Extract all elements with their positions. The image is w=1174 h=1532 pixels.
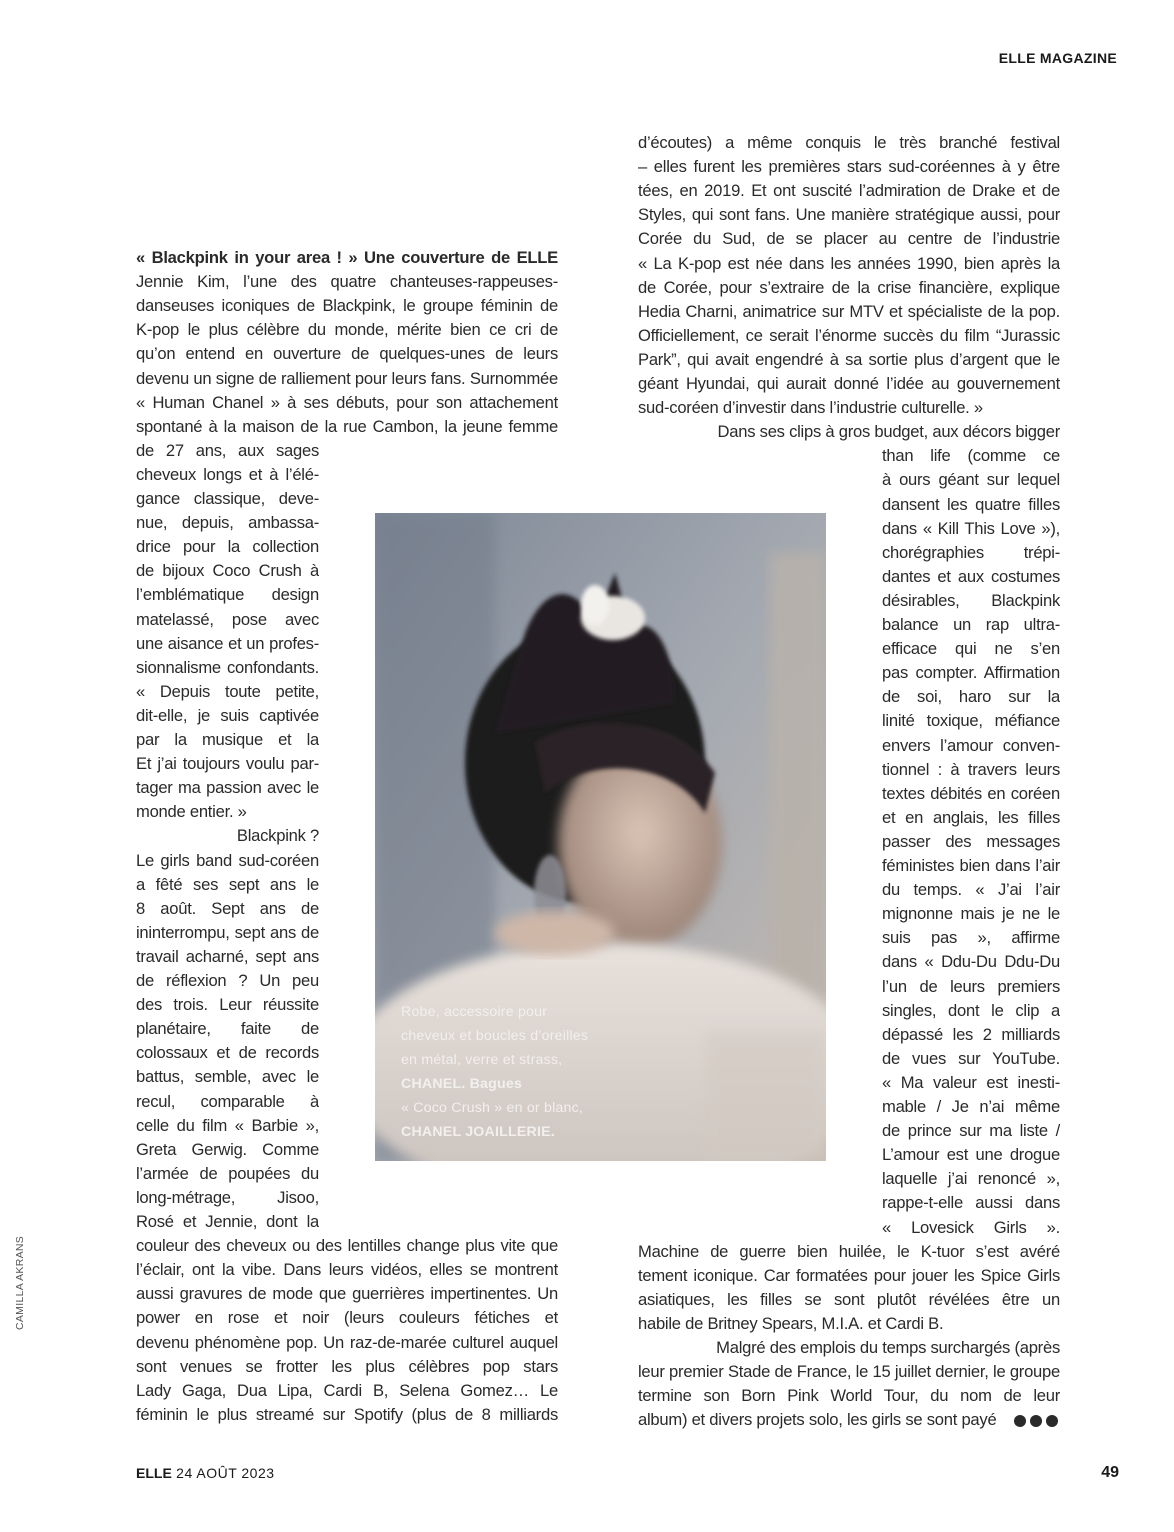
text-line: devenu phénomène pop. Un raz-de-marée culturel auquel — [136, 1332, 558, 1352]
text-line: dit-elle, je suis captivée — [136, 705, 319, 725]
text-line: gance classique, deve- — [136, 489, 319, 508]
text-line: couleur des cheveux ou des lentilles change plus vite que — [136, 1236, 558, 1256]
text-line: qu’on entend en ouverture de quelques-unes de leurs — [136, 344, 558, 364]
text-line: désirables, Blackpink — [882, 590, 1060, 610]
text-line: singles, dont le clip a — [882, 1000, 1060, 1020]
text-line: par la musique et la — [136, 730, 319, 749]
text-line: power en rose et noir (leurs couleurs fétiches et — [136, 1308, 558, 1328]
text-line: recul, comparable à — [136, 1091, 319, 1111]
text-line: nue, depuis, ambassa- — [136, 513, 319, 533]
text-line: sud-coréen d’investir dans l’industrie culturelle. » — [638, 398, 983, 418]
text-line: aussi gravures de mode que guerrières impertinentes. Un — [136, 1284, 558, 1304]
text-line: habile de Britney Spears, M.I.A. et Cardi B. — [638, 1313, 944, 1333]
text-line: Le girls band sud-coréen — [136, 850, 319, 870]
text-line: Corée du Sud, de se placer au centre de l’industrie — [638, 229, 1060, 249]
text-line: « Human Chanel » à ses débuts, pour son attachement — [136, 392, 558, 412]
text-line: leur premier Stade de France, le 15 juillet dernier, le groupe — [638, 1362, 1060, 1382]
text-line: laquelle j’ai renoncé », — [882, 1169, 1060, 1189]
text-line: suis pas », affirme — [882, 928, 1060, 948]
caption-line: en métal, verre et strass, — [401, 1052, 563, 1068]
text-line: mignonne mais je ne le — [882, 904, 1060, 924]
text-line: tionnel : à travers leurs — [882, 759, 1060, 779]
text-line: Rosé et Jennie, dont la — [136, 1212, 319, 1231]
text-line: dantes et aux costumes — [882, 566, 1060, 586]
text-line: l’emblématique design — [136, 585, 319, 605]
text-line: l’armée de poupées du — [136, 1163, 319, 1183]
text-line: Blackpink ? — [236, 826, 319, 846]
text-line: planétaire, faite de — [136, 1019, 319, 1039]
text-line: Jennie Kim, l’une des quatre chanteuses-rappeuses- — [136, 272, 558, 292]
text-line: de soi, haro sur la — [882, 687, 1060, 707]
text-line: d’écoutes) a même conquis le très branché festival — [638, 133, 1060, 152]
text-line: Greta Gerwig. Comme — [136, 1139, 319, 1159]
text-line: Lady Gaga, Dua Lipa, Cardi B, Selena Gomez… Le — [136, 1380, 558, 1400]
text-line: Officiellement, ce serait l’énorme succès du film “Jurassic — [638, 325, 1060, 345]
footer-brand: ELLE — [136, 1465, 172, 1481]
text-line: textes débités en coréen — [882, 783, 1060, 803]
text-line: matelassé, pose avec — [136, 609, 319, 629]
text-line: dans « Ddu-Du Ddu-Du — [882, 952, 1060, 972]
text-line: « Blackpink in your area ! » Une couverture de ELLE — [136, 248, 558, 267]
text-line: dans « Kill This Love »), — [882, 518, 1060, 538]
text-line: Machine de guerre bien huilée, le K-tuor s’est avéré — [638, 1241, 1060, 1261]
text-line: monde entier. » — [136, 802, 247, 822]
magazine-name: ELLE MAGAZINE — [998, 50, 1117, 66]
caption-line: CHANEL JOAILLERIE. — [401, 1124, 555, 1140]
text-line: une aisance et un profes- — [136, 633, 319, 653]
text-line: de Corée, pour s’extraire de la crise financière, explique — [638, 277, 1060, 297]
text-line: « Ma valeur est inesti- — [882, 1072, 1060, 1092]
text-line: envers l’amour conven- — [882, 735, 1060, 755]
text-line: l’un de leurs premiers — [882, 976, 1060, 996]
text-line: dépassé les 2 milliards — [882, 1024, 1060, 1044]
text-line: Malgré des emplois du temps surchargés (après — [716, 1338, 1060, 1357]
page-number: 49 — [1101, 1464, 1119, 1481]
text-line: album) et divers projets solo, les girls se sont payé — [638, 1410, 997, 1430]
text-line: tées, en 2019. Et ont suscité l’admiration de Drake et de — [638, 181, 1060, 201]
text-line: féminin le plus streamé sur Spotify (plus de 8 milliards — [136, 1404, 558, 1424]
text-line: féministes bien dans l’air — [882, 856, 1060, 875]
text-line: dansent les quatre filles — [882, 494, 1060, 514]
text-line: balance un rap ultra- — [882, 615, 1060, 634]
text-line: de réflexion ? Un peu — [136, 971, 319, 990]
text-line: passer des messages — [882, 831, 1060, 851]
text-line: a fêté ses sept ans le — [136, 874, 319, 894]
text-line: tement iconique. Car formatées pour jouer les Spice Girls — [638, 1265, 1060, 1285]
text-line: spontané à la maison de la rue Cambon, la jeune femme — [136, 416, 558, 436]
text-line: efficace qui ne s’en — [882, 639, 1060, 659]
text-line: l’éclair, ont la vibe. Dans leurs vidéos, elles se montrent — [136, 1260, 558, 1280]
text-line: du temps. « J’ai l’air — [882, 880, 1060, 900]
text-line: asiatiques, les filles se sont plutôt révélées être un — [638, 1289, 1060, 1309]
footer — [136, 1465, 275, 1481]
caption-line: « Coco Crush » en or blanc, — [401, 1100, 584, 1116]
text-line: mable / Je n’ai même — [882, 1097, 1060, 1116]
text-line: ininterrompu, sept ans de — [136, 922, 319, 942]
text-line: de vues sur YouTube. — [882, 1048, 1060, 1068]
text-line: long-métrage, Jisoo, — [136, 1187, 319, 1207]
text-line: danseuses iconiques de Blackpink, le groupe féminin de — [136, 296, 558, 316]
text-line: des trois. Leur réussite — [136, 995, 319, 1015]
text-line: sont venues se frotter les plus célèbres pop stars — [136, 1356, 558, 1376]
text-line: « La K-pop est née dans les années 1990, bien après la — [638, 253, 1060, 273]
text-line: 8 août. Sept ans de — [136, 898, 319, 918]
text-line: cheveux longs et à l’élé- — [136, 464, 319, 484]
continuation-dots-icon — [1014, 1414, 1062, 1432]
text-line: chorégraphies trépi- — [882, 542, 1060, 562]
text-line: et en anglais, les filles — [882, 807, 1060, 827]
photo-credit: CAMILLA AKRANS — [14, 1235, 26, 1330]
text-line: than life (comme ce — [882, 446, 1060, 466]
text-line: géant Hyundai, qui aurait donné l’idée au gouvernement — [638, 374, 1060, 393]
text-line: linité toxique, méfiance — [882, 711, 1060, 731]
text-line: – elles furent les premières stars sud-coréennes à y être — [638, 157, 1060, 177]
text-line: devenu un signe de ralliement pour leurs fans. Surnommée — [136, 368, 558, 388]
photo-caption — [401, 1000, 731, 1144]
text-line: sionnalisme confondants. — [136, 657, 319, 677]
portrait-photo — [375, 513, 826, 1161]
text-line: Dans ses clips à gros budget, aux décors bigger — [717, 422, 1060, 442]
text-line: Et j’ai toujours voulu par- — [136, 754, 319, 774]
issue-date: 24 AOÛT 2023 — [176, 1465, 275, 1481]
text-line: de prince sur ma liste / — [882, 1121, 1060, 1141]
text-line: de bijoux Coco Crush à — [136, 561, 319, 581]
text-line: « Lovesick Girls ». — [882, 1217, 1060, 1237]
text-line: pas compter. Affirmation — [882, 663, 1060, 683]
text-line: « Depuis toute petite, — [136, 681, 319, 701]
text-line: Hedia Charni, animatrice sur MTV et spécialiste de la pop. — [638, 301, 1060, 321]
text-line: tager ma passion avec le — [136, 778, 319, 798]
text-line: rappe-t-elle aussi dans — [882, 1193, 1060, 1213]
text-line: K-pop le plus célèbre du monde, mérite bien ce cri de — [136, 320, 558, 340]
text-line: drice pour la collection — [136, 537, 319, 557]
text-line: colossaux et de records — [136, 1043, 319, 1063]
text-line: termine son Born Pink World Tour, du nom de leur — [638, 1386, 1060, 1406]
text-line: Styles, qui sont fans. Une manière stratégique aussi, pour — [638, 205, 1060, 225]
text-line: battus, semble, avec le — [136, 1067, 319, 1087]
text-line: à ours géant sur lequel — [882, 470, 1060, 490]
text-line: travail acharné, sept ans — [136, 946, 319, 966]
text-line: de 27 ans, aux sages — [136, 440, 319, 460]
text-line: celle du film « Barbie », — [136, 1115, 319, 1135]
caption-line: Robe, accessoire pour — [401, 1004, 548, 1020]
text-line: L’amour est une drogue — [882, 1145, 1060, 1165]
caption-line: cheveux et boucles d’oreilles — [401, 1028, 589, 1044]
text-line: Park”, qui avait engendré à sa sortie plus d’argent que le — [638, 349, 1060, 369]
caption-line: CHANEL. Bagues — [401, 1076, 523, 1092]
